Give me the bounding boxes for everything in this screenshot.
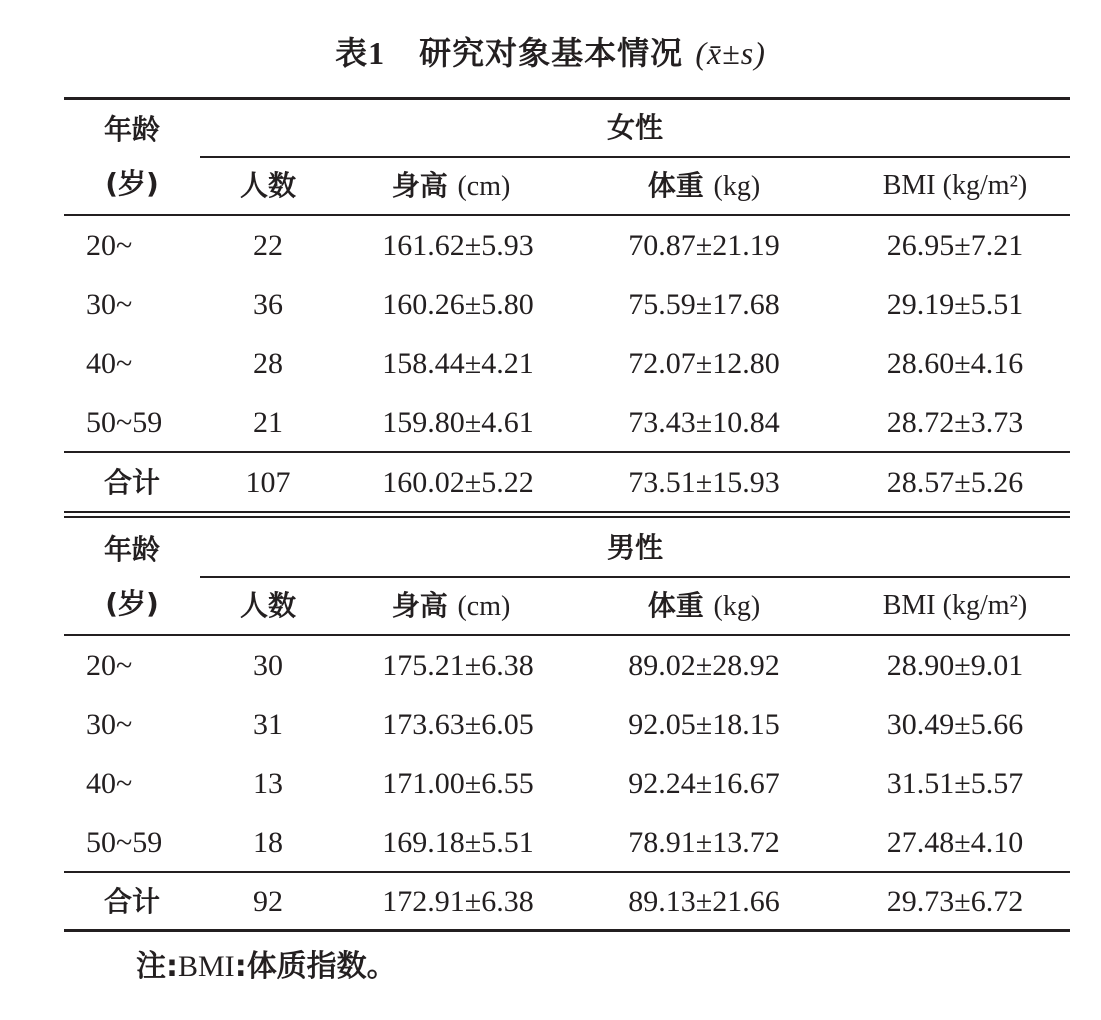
age-header-top: 年龄 (103, 533, 160, 566)
table-row-age: 30~ (86, 708, 133, 741)
bottom-rule (64, 929, 1070, 932)
table-row-height: 171.00±6.55 (382, 767, 534, 800)
column-header-height (336, 166, 566, 206)
total-label: 合计 (103, 885, 160, 918)
table-note (136, 945, 397, 989)
column-unit: (kg) (713, 591, 761, 622)
column-name: 身高 (391, 169, 448, 202)
table-row-age: 30~ (86, 288, 133, 321)
total-label: 合计 (103, 466, 160, 499)
table-statistic: (x̄±s) (695, 35, 766, 71)
total-height: 172.91±6.38 (382, 885, 534, 918)
header-rule (64, 634, 1070, 636)
table-row-age: 20~ (86, 649, 133, 682)
total-rule (64, 451, 1070, 453)
column-name: BMI (882, 590, 936, 621)
table-row-count: 18 (253, 826, 283, 859)
column-unit: (kg/m²) (942, 170, 1028, 201)
age-header-bottom: (岁) (105, 587, 159, 620)
total-bmi: 29.73±6.72 (886, 885, 1024, 918)
table-row-count: 13 (253, 767, 283, 800)
table-row-count: 36 (253, 288, 283, 321)
total-count: 107 (245, 466, 291, 499)
table-row-weight: 92.24±16.67 (628, 767, 780, 800)
note-text: 体质指数。 (246, 949, 397, 984)
table-row-height: 160.26±5.80 (382, 288, 534, 321)
table-row-weight: 72.07±12.80 (628, 347, 780, 380)
note-prefix: 注: (136, 949, 178, 984)
table-row-height: 161.62±5.93 (382, 229, 534, 262)
header-rule (64, 214, 1070, 216)
column-header-bmi (840, 166, 1070, 206)
table-title: 研究对象基本情况 (419, 34, 684, 72)
table-row-bmi: 27.48±4.10 (886, 826, 1024, 859)
table-row-count: 22 (253, 229, 283, 262)
section-divider (64, 511, 1070, 513)
table-row-age: 50~59 (86, 406, 163, 439)
group-rule (200, 576, 1070, 578)
column-unit: (kg) (713, 171, 761, 202)
table-row-age: 40~ (86, 767, 133, 800)
table-row-bmi: 31.51±5.57 (886, 767, 1024, 800)
table-row-weight: 70.87±21.19 (628, 229, 780, 262)
total-weight: 73.51±15.93 (628, 466, 780, 499)
table-row-bmi: 28.90±9.01 (886, 649, 1024, 682)
column-unit: (kg/m²) (942, 590, 1028, 621)
table-row-weight: 73.43±10.84 (628, 406, 780, 439)
table-row-count: 30 (253, 649, 283, 682)
table-row-height: 175.21±6.38 (382, 649, 534, 682)
column-name: 体重 (647, 589, 704, 622)
table-number: 表1 (335, 35, 386, 71)
column-unit: (cm) (457, 591, 511, 622)
table-row-age: 40~ (86, 347, 133, 380)
column-header-weight (580, 586, 828, 626)
table-row-age: 20~ (86, 229, 133, 262)
note-separator: : (234, 949, 247, 984)
age-header-top: 年龄 (103, 113, 160, 146)
table-row-bmi: 28.60±4.16 (886, 347, 1024, 380)
table-row-height: 158.44±4.21 (382, 347, 534, 380)
column-unit: (cm) (457, 171, 511, 202)
total-count: 92 (253, 885, 283, 918)
column-header-count: 人数 (239, 589, 296, 622)
table-row-count: 21 (253, 406, 283, 439)
total-bmi: 28.57±5.26 (886, 466, 1024, 499)
column-name: 身高 (391, 589, 448, 622)
table-row-height: 169.18±5.51 (382, 826, 534, 859)
table-row-weight: 75.59±17.68 (628, 288, 780, 321)
column-header-count: 人数 (239, 169, 296, 202)
table-caption (0, 28, 1101, 74)
table-row-count: 28 (253, 347, 283, 380)
column-header-weight (580, 166, 828, 206)
column-header-bmi (840, 586, 1070, 626)
table-row-weight: 78.91±13.72 (628, 826, 780, 859)
group-header-female: 女性 (606, 111, 663, 144)
table-row-height: 173.63±6.05 (382, 708, 534, 741)
table-row-weight: 92.05±18.15 (628, 708, 780, 741)
table-row-weight: 89.02±28.92 (628, 649, 780, 682)
total-height: 160.02±5.22 (382, 466, 534, 499)
table-row-bmi: 26.95±7.21 (886, 229, 1024, 262)
top-rule (64, 97, 1070, 100)
age-header-bottom: (岁) (105, 167, 159, 200)
table-row-bmi: 29.19±5.51 (886, 288, 1024, 321)
total-rule (64, 871, 1070, 873)
table-row-height: 159.80±4.61 (382, 406, 534, 439)
column-name: 体重 (647, 169, 704, 202)
total-weight: 89.13±21.66 (628, 885, 780, 918)
table-row-age: 50~59 (86, 826, 163, 859)
table-row-bmi: 28.72±3.73 (886, 406, 1024, 439)
section-divider (64, 516, 1070, 518)
note-abbreviation: BMI (178, 950, 235, 983)
table-row-count: 31 (253, 708, 283, 741)
table-row-bmi: 30.49±5.66 (886, 708, 1024, 741)
column-header-height (336, 586, 566, 626)
group-rule (200, 156, 1070, 158)
group-header-male: 男性 (606, 531, 663, 564)
column-name: BMI (882, 170, 936, 201)
